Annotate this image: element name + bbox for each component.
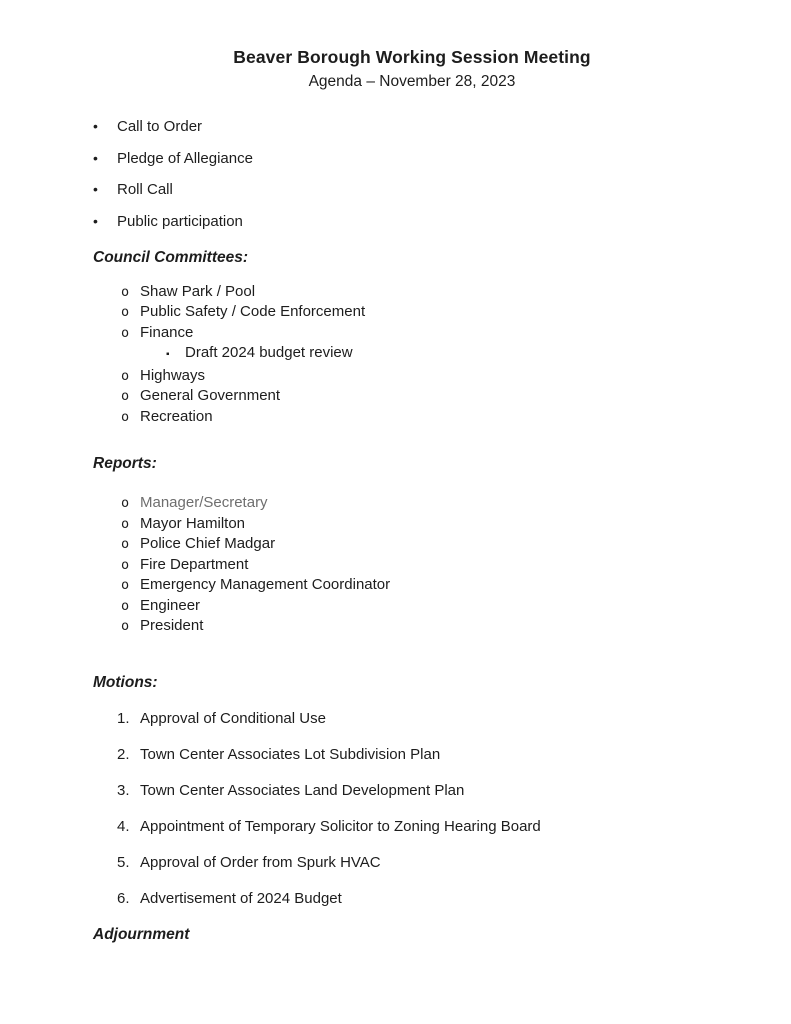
disc-bullet-icon: • bbox=[93, 181, 98, 197]
circle-bullet-icon: o bbox=[121, 367, 130, 384]
circle-bullet-icon: o bbox=[121, 388, 130, 404]
section-heading-reports: Reports: bbox=[93, 455, 157, 472]
reports-list bbox=[93, 493, 731, 637]
list-item-label: Recreation bbox=[140, 407, 213, 425]
list-item-label: Town Center Associates Land Development Plan bbox=[140, 781, 465, 799]
circle-bullet-icon: o bbox=[121, 536, 130, 552]
list-item-label: Town Center Associates Lot Subdivision Plan bbox=[140, 745, 441, 763]
document-header bbox=[93, 46, 731, 92]
circle-bullet-icon: o bbox=[121, 597, 130, 614]
circle-bullet-icon: o bbox=[121, 515, 130, 532]
list-item bbox=[93, 555, 731, 576]
list-item-label: Public Safety / Code Enforcement bbox=[140, 303, 366, 320]
list-item-label: Finance bbox=[140, 323, 194, 341]
council-committees-list bbox=[93, 282, 731, 428]
list-item bbox=[93, 302, 731, 323]
list-item-label: Shaw Park / Pool bbox=[140, 282, 256, 300]
list-item-label: Roll Call bbox=[117, 181, 173, 198]
list-item bbox=[93, 534, 731, 555]
list-item bbox=[93, 889, 731, 908]
disc-bullet-icon: • bbox=[93, 212, 98, 229]
list-item bbox=[93, 386, 731, 407]
list-item bbox=[93, 212, 731, 231]
disc-bullet-icon: • bbox=[93, 149, 98, 166]
number-marker: 1. bbox=[117, 709, 130, 727]
square-bullet-icon: ▪ bbox=[166, 349, 170, 360]
section-heading-motions: Motions: bbox=[93, 673, 158, 691]
list-item bbox=[93, 514, 731, 535]
sub-list-item-label: Draft 2024 budget review bbox=[185, 344, 353, 361]
closing-heading-adjournment: Adjournment bbox=[93, 925, 190, 943]
list-item-label: President bbox=[140, 617, 204, 634]
list-item bbox=[93, 745, 731, 764]
list-item bbox=[93, 117, 731, 136]
list-item-label: Manager/Secretary bbox=[140, 494, 268, 511]
list-item-label: Call to Order bbox=[117, 118, 203, 135]
circle-bullet-icon: o bbox=[121, 408, 130, 425]
list-item bbox=[93, 853, 731, 872]
list-item bbox=[93, 180, 731, 199]
list-item bbox=[93, 817, 731, 836]
circle-bullet-icon: o bbox=[121, 577, 130, 593]
list-item bbox=[93, 575, 731, 596]
number-marker: 6. bbox=[117, 889, 130, 907]
list-item-label: Advertisement of 2024 Budget bbox=[140, 889, 342, 907]
section-heading-council-committees: Council Committees: bbox=[93, 248, 249, 266]
number-marker: 5. bbox=[117, 853, 130, 871]
list-item bbox=[93, 596, 731, 617]
circle-bullet-icon: o bbox=[121, 618, 130, 634]
list-item bbox=[93, 493, 731, 514]
number-marker: 2. bbox=[117, 745, 130, 763]
list-item-label: Approval of Order from Spurk HVAC bbox=[140, 853, 381, 871]
page-subtitle: Agenda – November 28, 2023 bbox=[308, 73, 516, 90]
list-item-label: Police Chief Madgar bbox=[140, 535, 276, 552]
circle-bullet-icon: o bbox=[121, 304, 130, 320]
list-item-label: Pledge of Allegiance bbox=[117, 149, 253, 167]
opening-items-list bbox=[93, 117, 731, 231]
list-item bbox=[93, 781, 731, 800]
list-item bbox=[93, 323, 731, 344]
list-item bbox=[93, 366, 731, 387]
list-item-label: Engineer bbox=[140, 596, 201, 614]
list-item bbox=[93, 282, 731, 303]
list-item bbox=[93, 709, 731, 728]
list-item-label: Highways bbox=[140, 366, 206, 384]
disc-bullet-icon: • bbox=[93, 118, 98, 134]
list-item-label: Public participation bbox=[117, 212, 243, 230]
list-item bbox=[93, 149, 731, 168]
list-item bbox=[93, 407, 731, 428]
page-title: Beaver Borough Working Session Meeting bbox=[233, 47, 591, 67]
circle-bullet-icon: o bbox=[121, 283, 130, 300]
circle-bullet-icon: o bbox=[121, 324, 130, 341]
list-item-label: Emergency Management Coordinator bbox=[140, 576, 391, 593]
list-item-label: General Government bbox=[140, 387, 281, 404]
circle-bullet-icon: o bbox=[121, 495, 130, 511]
list-item-label: Approval of Conditional Use bbox=[140, 709, 326, 727]
circle-bullet-icon: o bbox=[121, 556, 130, 573]
sub-list-item bbox=[93, 343, 731, 366]
list-item-label: Fire Department bbox=[140, 555, 249, 573]
list-item-label: Mayor Hamilton bbox=[140, 514, 246, 532]
number-marker: 4. bbox=[117, 817, 130, 835]
motions-list bbox=[93, 709, 731, 908]
list-item bbox=[93, 616, 731, 637]
list-item-label: Appointment of Temporary Solicitor to Zoning Hearing Board bbox=[140, 817, 541, 835]
number-marker: 3. bbox=[117, 781, 130, 799]
